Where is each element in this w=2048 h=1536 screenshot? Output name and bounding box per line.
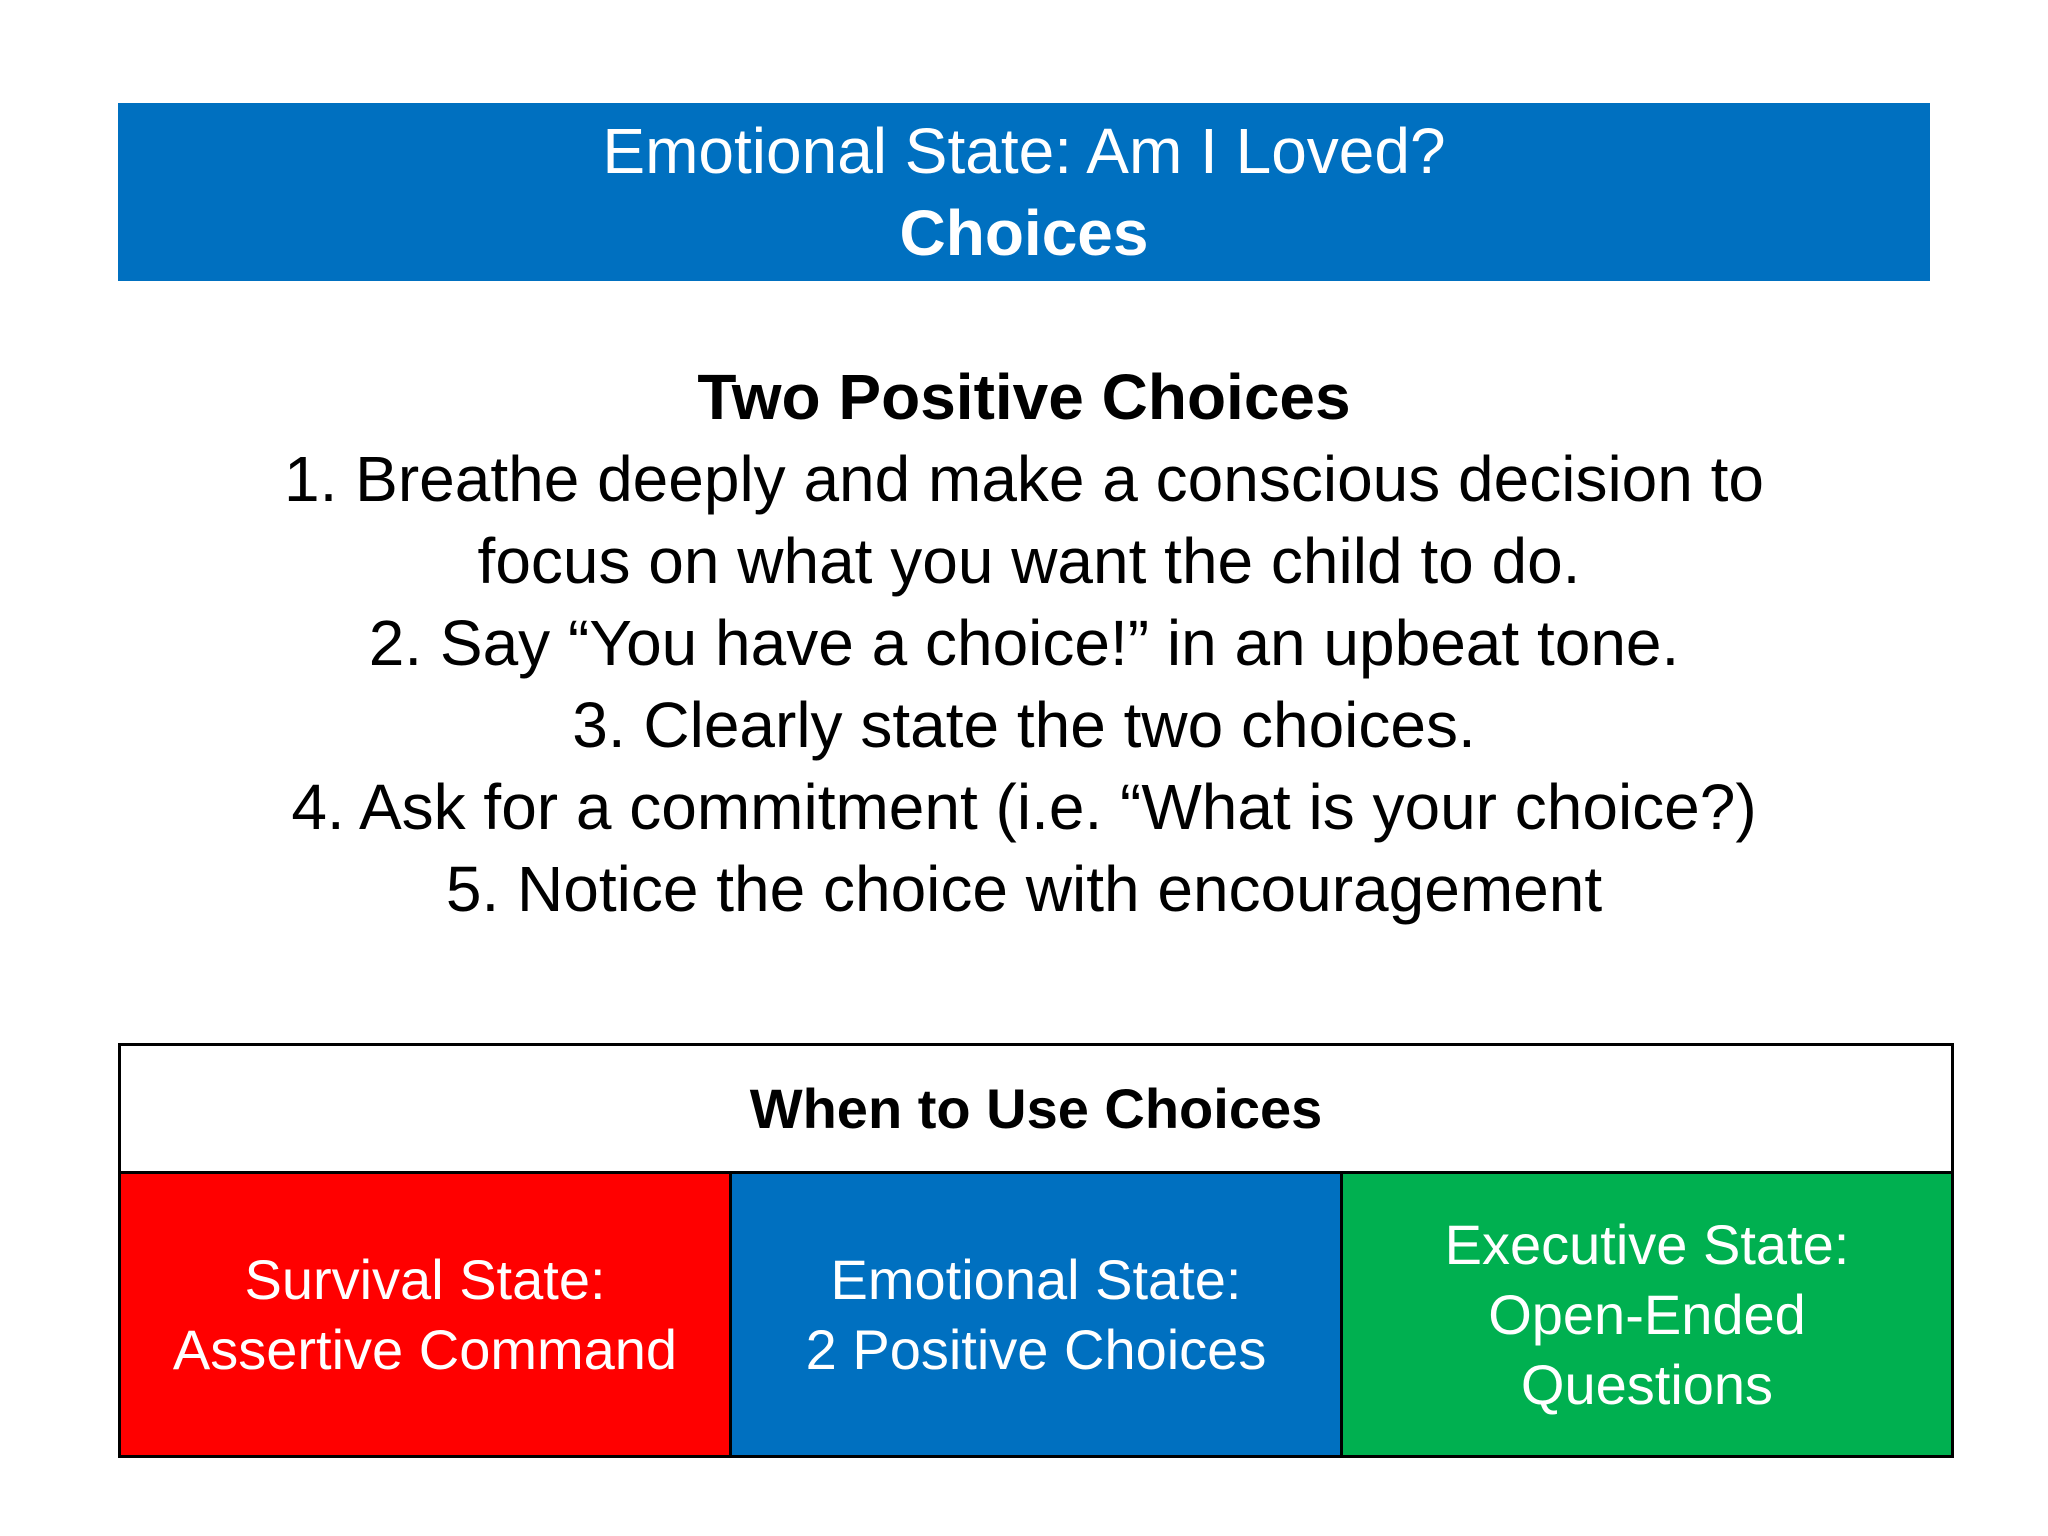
step-item-4: 4. Ask for a commitment (i.e. “What is your choice?) — [291, 771, 1757, 843]
executive-state-cell — [1340, 1174, 1951, 1455]
page-title: Emotional State: Am I Loved? — [602, 115, 1446, 187]
executive-state-label: Executive State: — [1444, 1212, 1850, 1276]
survival-state-cell — [121, 1174, 729, 1455]
survival-state-action: Assertive Command — [172, 1317, 678, 1381]
survival-state-label: Survival State: — [244, 1247, 606, 1311]
step-item-5: 5. Notice the choice with encouragement — [445, 853, 1603, 925]
emotional-state-cell — [729, 1174, 1340, 1455]
usage-table — [118, 1043, 1954, 1458]
step-item-1-line1: 1. Breathe deeply and make a conscious decision to — [283, 443, 1765, 515]
page-subtitle: Choices — [899, 197, 1149, 269]
steps-list — [118, 438, 1930, 930]
step-item-2: 2. Say “You have a choice!” in an upbeat tone. — [368, 607, 1680, 679]
step-item-1-line2: focus on what you want the child to do. — [477, 525, 1581, 597]
step-item-1 — [118, 438, 1930, 602]
executive-state-action-line2: Questions — [1520, 1352, 1774, 1416]
usage-table-header: When to Use Choices — [121, 1046, 1951, 1174]
executive-state-action-line1: Open-Ended — [1488, 1282, 1806, 1346]
step-item-3: 3. Clearly state the two choices. — [572, 689, 1476, 761]
steps-section — [118, 356, 1930, 930]
emotional-state-label: Emotional State: — [830, 1247, 1242, 1311]
header-banner — [118, 103, 1930, 281]
steps-heading: Two Positive Choices — [697, 361, 1351, 433]
emotional-state-action: 2 Positive Choices — [805, 1317, 1267, 1381]
usage-table-row — [121, 1174, 1951, 1455]
